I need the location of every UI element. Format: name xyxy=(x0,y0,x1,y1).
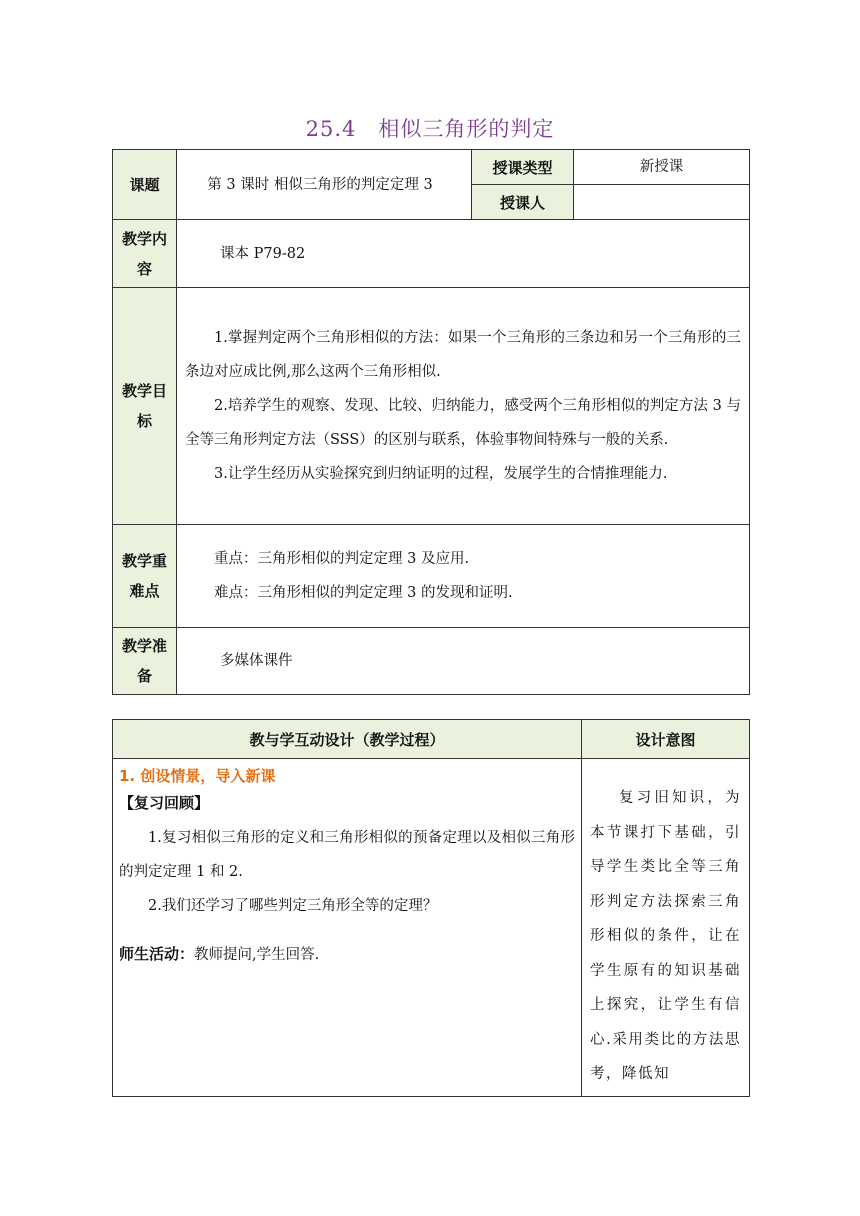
teacher-label: 授课人 xyxy=(472,185,574,220)
intent-cell xyxy=(582,759,750,1097)
goal-item: 2.培养学生的观察、发现、比较、归纳能力，感受两个三角形相似的判定方法 3 与全等三角形判定方法（SSS）的区别与联系，体验事物间特殊与一般的关系. xyxy=(185,398,741,448)
type-value: 新授课 xyxy=(574,150,750,185)
activity-text: 教师提问,学生回答. xyxy=(194,947,320,963)
goal-item: 3.让学生经历从实验探究到归纳证明的过程，发展学生的合情推理能力. xyxy=(214,466,668,482)
goals-cell xyxy=(177,288,750,525)
review-title: 【复习回顾】 xyxy=(119,794,210,812)
prep-label: 教学准备 xyxy=(113,628,177,695)
process-header: 教与学互动设计（教学过程） xyxy=(113,720,582,759)
teaching-process-table xyxy=(112,719,750,1097)
difficult-point: 难点：三角形相似的判定定理 3 的发现和证明. xyxy=(214,585,513,601)
page-title: 25.4 相似三角形的判定 xyxy=(305,117,555,141)
content-value: 课本 P79-82 xyxy=(177,220,750,288)
process-cell xyxy=(113,759,582,1097)
activity-label: 师生活动： xyxy=(119,945,195,963)
review-item: 2.我们还学习了哪些判定三角形全等的定理？ xyxy=(148,898,438,914)
type-label: 授课类型 xyxy=(472,150,574,185)
teacher-value xyxy=(574,185,750,220)
goals-label: 教学目标 xyxy=(113,288,177,525)
intent-header: 设计意图 xyxy=(582,720,750,759)
design-intent: 复习旧知识，为本节课打下基础，引导学生类比全等三角形判定方法探索三角形相似的条件，让在学生原有的知识基础上探究，让学生有信心.采用类比的方法思考，降低知 xyxy=(590,790,741,1082)
review-item: 1.复习相似三角形的定义和三角形相似的预备定理以及相似三角形的判定定理 1 和 2. xyxy=(119,830,575,880)
prep-value: 多媒体课件 xyxy=(177,628,750,695)
key-points-cell xyxy=(177,525,750,628)
content-label: 教学内容 xyxy=(113,220,177,288)
section-title: 1. 创设情景，导入新课 xyxy=(119,767,276,785)
topic-label: 课题 xyxy=(113,150,177,220)
lesson-info-table xyxy=(112,149,750,695)
key-points-label: 教学重难点 xyxy=(113,525,177,628)
topic-value: 第 3 课时 相似三角形的判定定理 3 xyxy=(177,150,472,220)
goal-item: 1.掌握判定两个三角形相似的方法：如果一个三角形的三条边和另一个三角形的三条边对应成比例,那么这两个三角形相似. xyxy=(185,330,741,380)
key-point: 重点：三角形相似的判定定理 3 及应用. xyxy=(214,551,470,567)
